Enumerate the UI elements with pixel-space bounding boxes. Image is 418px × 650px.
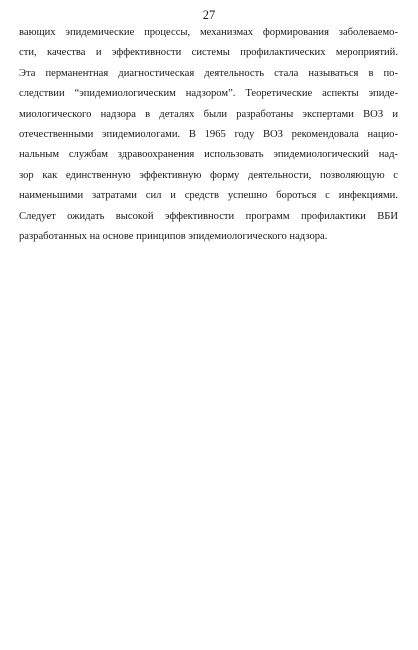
text-line: сти, качества и эффективности системы профилактических мероприятий. bbox=[19, 47, 398, 59]
text-line: Следует ожидать высокой эффективности программ профилактики ВБИ bbox=[19, 210, 398, 222]
text-line: следствии “эпидемиологическим надзором”. Теоретические аспекты эпиде- bbox=[19, 88, 398, 100]
text-line: отечественными эпидемиологами. В 1965 году ВОЗ рекомендовала нацио- bbox=[19, 128, 398, 140]
page-number: 27 bbox=[202, 8, 216, 22]
body-paragraph bbox=[19, 23, 398, 247]
text-line: миологического надзора в деталях были разработаны экспертами ВОЗ и bbox=[19, 108, 398, 120]
text-line: наименьшими затратами сил и средств успешно бороться с инфекциями. bbox=[19, 190, 398, 202]
text-line: Эта перманентная диагностическая деятельность стала называться в по- bbox=[19, 67, 398, 79]
text-line: разработанных на основе принципов эпидемиологического надзора. bbox=[19, 230, 328, 242]
text-line: вающих эпидемические процессы, механизмах формирования заболеваемо- bbox=[19, 27, 398, 38]
text-line: зор как единственную эффективную форму деятельности, позволяющую с bbox=[19, 169, 398, 181]
text-line: нальным службам здравоохранения использовать эпидемиологический над- bbox=[19, 149, 398, 161]
